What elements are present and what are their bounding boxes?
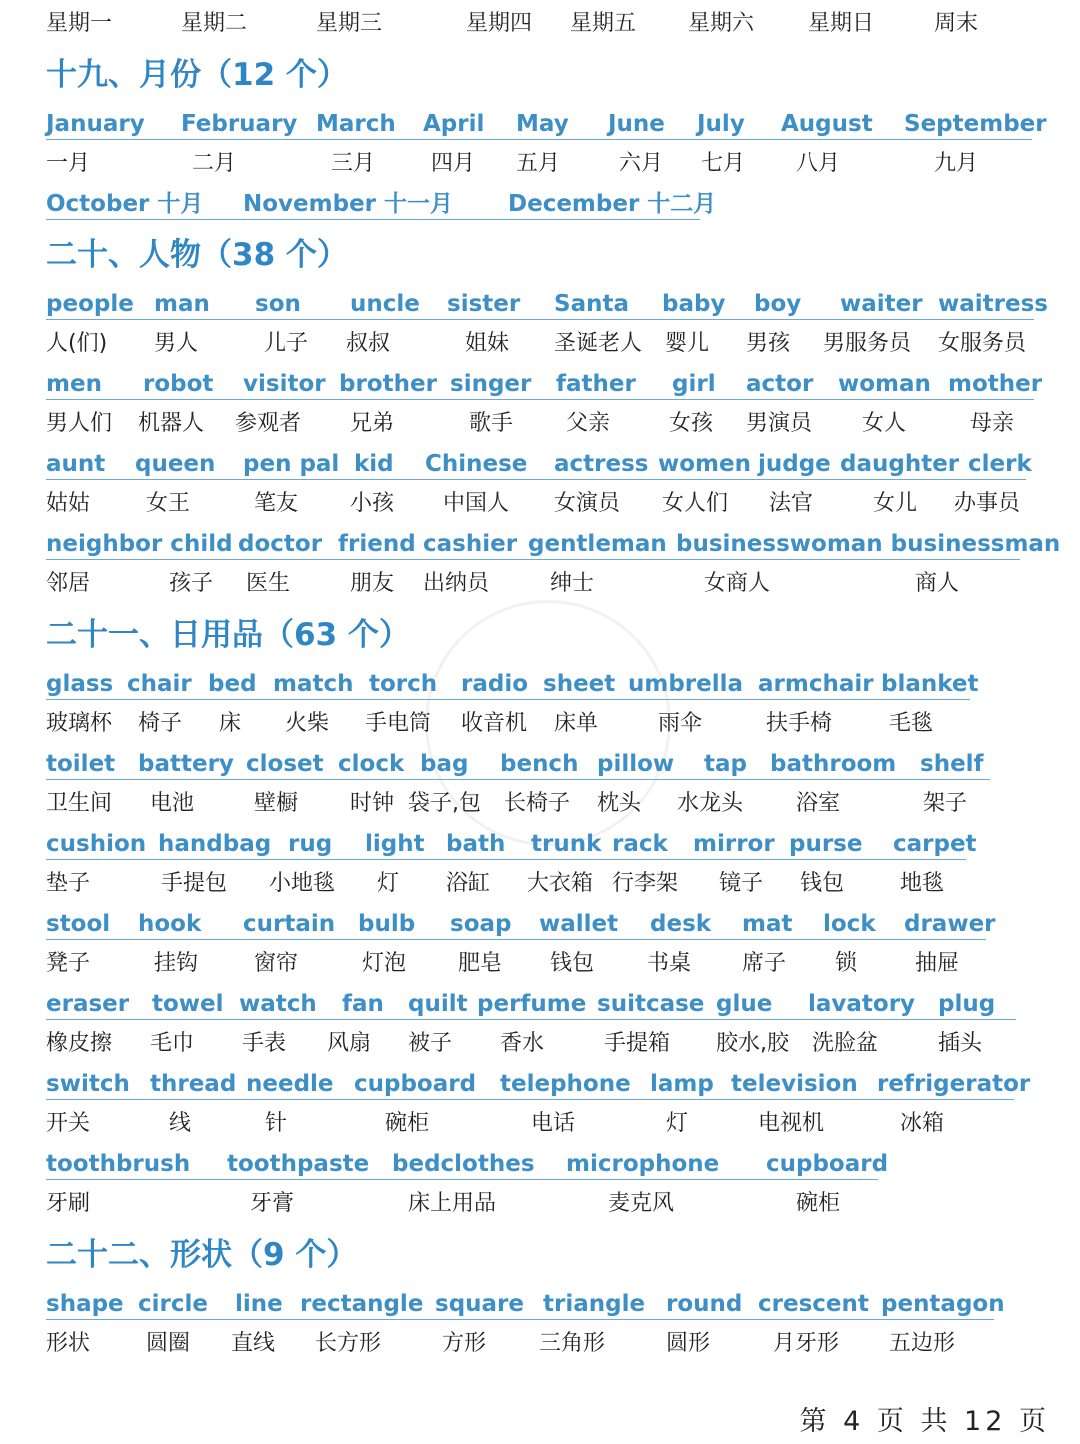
word-chinese: 开关: [46, 1111, 91, 1136]
word-english: crescent: [758, 1291, 869, 1317]
word-chinese: 朋友: [350, 571, 395, 596]
word-english: hook: [138, 911, 202, 937]
word-chinese: 六月: [619, 151, 664, 176]
word-row-english: [0, 284, 1080, 324]
word-chinese: 五月: [516, 151, 561, 176]
word-chinese: 灯泡: [362, 951, 407, 976]
word-chinese: 儿子: [264, 331, 309, 356]
word-chinese: 冰箱: [900, 1111, 945, 1136]
word-english: women: [658, 451, 751, 477]
word-row-chinese: [0, 564, 1080, 604]
word-english: closet: [246, 751, 324, 777]
word-english: brother: [339, 371, 437, 397]
word-english: aunt: [46, 451, 106, 477]
word-chinese: 电视机: [758, 1111, 825, 1136]
word-english: toothbrush: [46, 1151, 191, 1177]
word-english: girl: [672, 371, 716, 397]
word-english: microphone: [566, 1151, 720, 1177]
word-english: pillow: [597, 751, 675, 777]
word-english: needle: [246, 1071, 334, 1097]
word-chinese: 床上用品: [408, 1191, 497, 1216]
word-english: armchair: [758, 671, 874, 697]
word-english: watch: [239, 991, 317, 1017]
word-row-english: [0, 1144, 1080, 1184]
word-english: mat: [742, 911, 793, 937]
word-chinese: 方形: [442, 1331, 487, 1356]
word-chinese: 女服务员: [938, 331, 1027, 356]
word-chinese: 姑姑: [46, 491, 91, 516]
word-chinese: 碗柜: [385, 1111, 430, 1136]
word-english: December 十二月: [508, 191, 717, 217]
row-underline: [46, 779, 990, 780]
word-english: waiter: [840, 291, 923, 317]
word-english: singer: [450, 371, 532, 397]
word-english: son: [255, 291, 301, 317]
word-chinese: 形状: [46, 1331, 91, 1356]
word-english: neighbor child: [46, 531, 233, 557]
word-row-english: [0, 364, 1080, 404]
word-chinese: 床: [219, 711, 242, 736]
word-chinese: 扶手椅: [766, 711, 833, 736]
row-underline: [46, 319, 1034, 320]
word-chinese: 三月: [331, 151, 376, 176]
word-chinese: 三角形: [539, 1331, 606, 1356]
word-chinese: 线: [169, 1111, 192, 1136]
word-english: suitcase: [597, 991, 705, 1017]
word-row-english: [0, 1284, 1080, 1324]
word-chinese: 灯: [377, 871, 400, 896]
word-chinese: 五边形: [889, 1331, 956, 1356]
word-chinese: 挂钩: [154, 951, 199, 976]
word-chinese: 手提箱: [604, 1031, 671, 1056]
word-english: umbrella: [628, 671, 744, 697]
page-number: 第 4 页 共 12 页: [799, 1406, 1050, 1437]
word-row-english: [0, 824, 1080, 864]
word-chinese: 月牙形: [773, 1331, 840, 1356]
word-chinese: 圆形: [666, 1331, 711, 1356]
word-english: circle: [138, 1291, 208, 1317]
row-underline: [46, 1319, 994, 1320]
word-chinese: 手提包: [161, 871, 228, 896]
word-chinese: 钱包: [550, 951, 595, 976]
word-english: friend: [338, 531, 416, 557]
word-chinese: 垫子: [46, 871, 91, 896]
word-english: perfume: [477, 991, 587, 1017]
weekday-label: 星期一: [46, 11, 113, 36]
word-chinese: 商人: [915, 571, 960, 596]
word-english: men: [46, 371, 102, 397]
word-english: clock: [338, 751, 405, 777]
word-row-chinese: [0, 1324, 1080, 1364]
word-english: boy: [754, 291, 802, 317]
word-english: refrigerator: [877, 1071, 1031, 1097]
word-chinese: 中国人: [443, 491, 510, 516]
word-english: match: [273, 671, 354, 697]
word-english: fan: [342, 991, 384, 1017]
word-english: rug: [288, 831, 333, 857]
weekday-label: 星期三: [316, 11, 383, 36]
word-chinese: 男演员: [746, 411, 813, 436]
word-chinese: 法官: [769, 491, 814, 516]
word-english: shape: [46, 1291, 124, 1317]
word-chinese: 男服务员: [823, 331, 912, 356]
word-english: round: [666, 1291, 743, 1317]
word-english: pen pal: [243, 451, 340, 477]
word-chinese: 小地毯: [269, 871, 336, 896]
word-chinese: 牙膏: [250, 1191, 295, 1216]
word-chinese: 大衣箱: [527, 871, 594, 896]
word-english: square: [435, 1291, 524, 1317]
word-english: July: [697, 111, 745, 137]
word-chinese: 小孩: [350, 491, 395, 516]
word-english: August: [781, 111, 873, 137]
word-row-english: [0, 444, 1080, 484]
word-chinese: 时钟: [350, 791, 395, 816]
word-row-english: [0, 904, 1080, 944]
word-english: uncle: [350, 291, 420, 317]
row-underline: [46, 1099, 1014, 1100]
section-title-daily-items: 二十一、日用品（63 个）: [46, 617, 410, 653]
word-english: January: [46, 111, 145, 137]
word-english: wallet: [539, 911, 619, 937]
word-chinese: 碗柜: [796, 1191, 841, 1216]
word-chinese: 香水: [500, 1031, 545, 1056]
word-english: robot: [143, 371, 214, 397]
word-chinese: 四月: [431, 151, 476, 176]
word-row-english: [0, 744, 1080, 784]
word-row-chinese: [0, 1024, 1080, 1064]
word-chinese: 男人们: [46, 411, 113, 436]
word-row-english: [0, 984, 1080, 1024]
word-row-chinese: [0, 404, 1080, 444]
word-row-english: [0, 184, 1080, 224]
word-chinese: 办事员: [954, 491, 1021, 516]
weekday-row: [0, 4, 1080, 44]
word-english: blanket: [881, 671, 979, 697]
word-english: bed: [208, 671, 257, 697]
word-chinese: 姐妹: [465, 331, 510, 356]
word-chinese: 母亲: [970, 411, 1015, 436]
word-english: toothpaste: [227, 1151, 370, 1177]
row-underline: [46, 939, 986, 940]
word-english: cashier: [423, 531, 518, 557]
word-chinese: 人(们): [46, 331, 108, 356]
word-chinese: 雨伞: [658, 711, 703, 736]
word-row-chinese: [0, 144, 1080, 184]
section-title-months: 十九、月份（12 个）: [46, 57, 348, 93]
word-row-english: [0, 1064, 1080, 1104]
word-english: November 十一月: [243, 191, 454, 217]
word-english: lock: [823, 911, 876, 937]
word-chinese: 女人: [862, 411, 907, 436]
word-english: bath: [446, 831, 506, 857]
word-chinese: 肥皂: [458, 951, 503, 976]
word-english: light: [365, 831, 425, 857]
word-chinese: 抽屉: [915, 951, 960, 976]
word-english: pentagon: [881, 1291, 1005, 1317]
word-english: switch: [46, 1071, 130, 1097]
word-english: towel: [152, 991, 224, 1017]
word-chinese: 毛毯: [889, 711, 934, 736]
word-chinese: 孩子: [169, 571, 214, 596]
word-english: lavatory: [808, 991, 916, 1017]
word-english: daughter: [840, 451, 960, 477]
word-row-chinese: [0, 324, 1080, 364]
word-chinese: 歌手: [469, 411, 514, 436]
word-english: shelf: [920, 751, 984, 777]
word-chinese: 手表: [242, 1031, 287, 1056]
word-chinese: 女王: [146, 491, 191, 516]
word-english: queen: [135, 451, 216, 477]
row-underline: [46, 1179, 878, 1180]
word-english: April: [423, 111, 485, 137]
word-english: rack: [612, 831, 668, 857]
word-chinese: 邻居: [46, 571, 91, 596]
word-english: clerk: [968, 451, 1032, 477]
word-english: actress: [554, 451, 649, 477]
word-chinese: 圣诞老人: [554, 331, 643, 356]
word-chinese: 枕头: [597, 791, 642, 816]
word-english: mirror: [693, 831, 775, 857]
word-chinese: 手电筒: [365, 711, 432, 736]
word-chinese: 火柴: [285, 711, 330, 736]
word-english: June: [608, 111, 665, 137]
word-english: tap: [704, 751, 747, 777]
word-chinese: 浴缸: [446, 871, 491, 896]
weekday-label: 星期四: [466, 11, 533, 36]
word-chinese: 椅子: [138, 711, 183, 736]
word-english: torch: [369, 671, 438, 697]
word-english: Santa: [554, 291, 629, 317]
word-row-chinese: [0, 784, 1080, 824]
word-row-english: [0, 524, 1080, 564]
weekday-label: 星期日: [808, 11, 875, 36]
word-english: cupboard: [354, 1071, 477, 1097]
word-english: battery: [138, 751, 234, 777]
word-chinese: 婴儿: [665, 331, 710, 356]
word-chinese: 电池: [150, 791, 195, 816]
word-english: woman: [838, 371, 931, 397]
word-english: glass: [46, 671, 114, 697]
word-english: judge: [758, 451, 831, 477]
word-english: stool: [46, 911, 111, 937]
word-chinese: 笔友: [254, 491, 299, 516]
word-english: chair: [127, 671, 192, 697]
word-english: eraser: [46, 991, 130, 1017]
word-english: sister: [447, 291, 521, 317]
word-chinese: 胶水,胶: [716, 1031, 789, 1056]
word-chinese: 灯: [666, 1111, 689, 1136]
word-chinese: 女孩: [669, 411, 714, 436]
word-chinese: 机器人: [138, 411, 205, 436]
word-english: actor: [746, 371, 814, 397]
word-english: television: [731, 1071, 858, 1097]
word-chinese: 参观者: [235, 411, 302, 436]
word-chinese: 直线: [231, 1331, 276, 1356]
word-english: rectangle: [300, 1291, 424, 1317]
word-english: telephone: [500, 1071, 631, 1097]
word-english: plug: [938, 991, 996, 1017]
word-english: kid: [354, 451, 394, 477]
word-english: bulb: [358, 911, 416, 937]
weekday-label: 周末: [934, 11, 979, 36]
word-chinese: 男孩: [746, 331, 791, 356]
word-english: mother: [948, 371, 1043, 397]
word-english: doctor: [238, 531, 323, 557]
word-chinese: 八月: [796, 151, 841, 176]
word-chinese: 玻璃杯: [46, 711, 113, 736]
word-chinese: 女儿: [873, 491, 918, 516]
row-underline: [46, 139, 1032, 140]
row-underline: [46, 479, 1026, 480]
word-english: radio: [461, 671, 529, 697]
word-english: triangle: [543, 1291, 646, 1317]
word-english: cushion: [46, 831, 147, 857]
word-english: February: [181, 111, 298, 137]
word-chinese: 长椅子: [504, 791, 571, 816]
row-underline: [46, 559, 1020, 560]
word-chinese: 浴室: [796, 791, 841, 816]
word-chinese: 男人: [154, 331, 199, 356]
word-chinese: 洗脸盆: [812, 1031, 879, 1056]
word-chinese: 九月: [934, 151, 979, 176]
word-row-chinese: [0, 484, 1080, 524]
word-chinese: 绅士: [550, 571, 595, 596]
word-chinese: 水龙头: [677, 791, 744, 816]
word-english: sheet: [543, 671, 616, 697]
row-underline: [46, 699, 970, 700]
word-chinese: 收音机: [461, 711, 528, 736]
word-english: businesswoman businessman: [676, 531, 1061, 557]
section-title-shapes: 二十二、形状（9 个）: [46, 1237, 358, 1273]
word-english: cupboard: [766, 1151, 889, 1177]
word-chinese: 七月: [701, 151, 746, 176]
word-english: people: [46, 291, 134, 317]
word-chinese: 风扇: [327, 1031, 372, 1056]
weekday-label: 星期二: [181, 11, 248, 36]
word-english: man: [154, 291, 210, 317]
word-chinese: 行李架: [612, 871, 679, 896]
word-chinese: 叔叔: [346, 331, 391, 356]
word-row-chinese: [0, 864, 1080, 904]
weekday-label: 星期五: [570, 11, 637, 36]
word-chinese: 壁橱: [254, 791, 299, 816]
word-chinese: 书桌: [647, 951, 692, 976]
word-chinese: 长方形: [315, 1331, 382, 1356]
word-english: bench: [500, 751, 579, 777]
word-chinese: 女演员: [554, 491, 621, 516]
word-chinese: 女人们: [662, 491, 729, 516]
word-english: lamp: [650, 1071, 714, 1097]
word-row-english: [0, 664, 1080, 704]
word-english: October 十月: [46, 191, 204, 217]
word-chinese: 针: [265, 1111, 288, 1136]
word-chinese: 兄弟: [350, 411, 395, 436]
word-english: bathroom: [770, 751, 897, 777]
word-english: September: [904, 111, 1047, 137]
row-underline: [46, 1019, 1016, 1020]
weekday-label: 星期六: [688, 11, 755, 36]
word-chinese: 一月: [46, 151, 91, 176]
word-chinese: 牙刷: [46, 1191, 91, 1216]
word-english: carpet: [893, 831, 977, 857]
word-chinese: 插头: [938, 1031, 983, 1056]
word-english: toilet: [46, 751, 116, 777]
word-chinese: 医生: [246, 571, 291, 596]
word-english: baby: [662, 291, 726, 317]
word-chinese: 橡皮擦: [46, 1031, 113, 1056]
word-chinese: 女商人: [704, 571, 771, 596]
word-chinese: 麦克风: [608, 1191, 675, 1216]
word-chinese: 袋子,包: [408, 791, 481, 816]
word-english: handbag: [158, 831, 272, 857]
word-chinese: 二月: [192, 151, 237, 176]
word-english: bedclothes: [392, 1151, 535, 1177]
word-english: soap: [450, 911, 512, 937]
word-chinese: 圆圈: [146, 1331, 191, 1356]
word-row-chinese: [0, 1184, 1080, 1224]
section-title-people: 二十、人物（38 个）: [46, 237, 348, 273]
word-chinese: 钱包: [800, 871, 845, 896]
word-chinese: 被子: [408, 1031, 453, 1056]
word-chinese: 出纳员: [423, 571, 490, 596]
word-english: father: [556, 371, 636, 397]
word-english: trunk: [531, 831, 602, 857]
word-chinese: 架子: [923, 791, 968, 816]
word-english: thread: [150, 1071, 237, 1097]
word-english: line: [235, 1291, 283, 1317]
word-english: quilt: [408, 991, 468, 1017]
word-english: visitor: [243, 371, 326, 397]
word-chinese: 床单: [554, 711, 599, 736]
word-english: glue: [716, 991, 773, 1017]
word-row-chinese: [0, 944, 1080, 984]
word-chinese: 父亲: [566, 411, 611, 436]
word-english: bag: [420, 751, 469, 777]
word-chinese: 席子: [742, 951, 787, 976]
word-english: curtain: [243, 911, 336, 937]
row-underline: [46, 859, 966, 860]
word-row-chinese: [0, 704, 1080, 744]
word-english: May: [516, 111, 569, 137]
word-english: drawer: [904, 911, 996, 937]
word-chinese: 锁: [835, 951, 858, 976]
word-chinese: 窗帘: [254, 951, 299, 976]
word-english: waitress: [938, 291, 1048, 317]
word-row-chinese: [0, 1104, 1080, 1144]
word-english: Chinese: [425, 451, 528, 477]
word-chinese: 卫生间: [46, 791, 113, 816]
word-chinese: 凳子: [46, 951, 91, 976]
word-chinese: 地毯: [900, 871, 945, 896]
word-chinese: 镜子: [719, 871, 764, 896]
word-english: gentleman: [528, 531, 667, 557]
word-chinese: 毛巾: [150, 1031, 195, 1056]
word-english: desk: [650, 911, 712, 937]
word-row-english: [0, 104, 1080, 144]
word-english: purse: [789, 831, 863, 857]
word-chinese: 电话: [531, 1111, 576, 1136]
row-underline: [46, 219, 700, 220]
word-english: March: [316, 111, 396, 137]
row-underline: [46, 399, 1034, 400]
